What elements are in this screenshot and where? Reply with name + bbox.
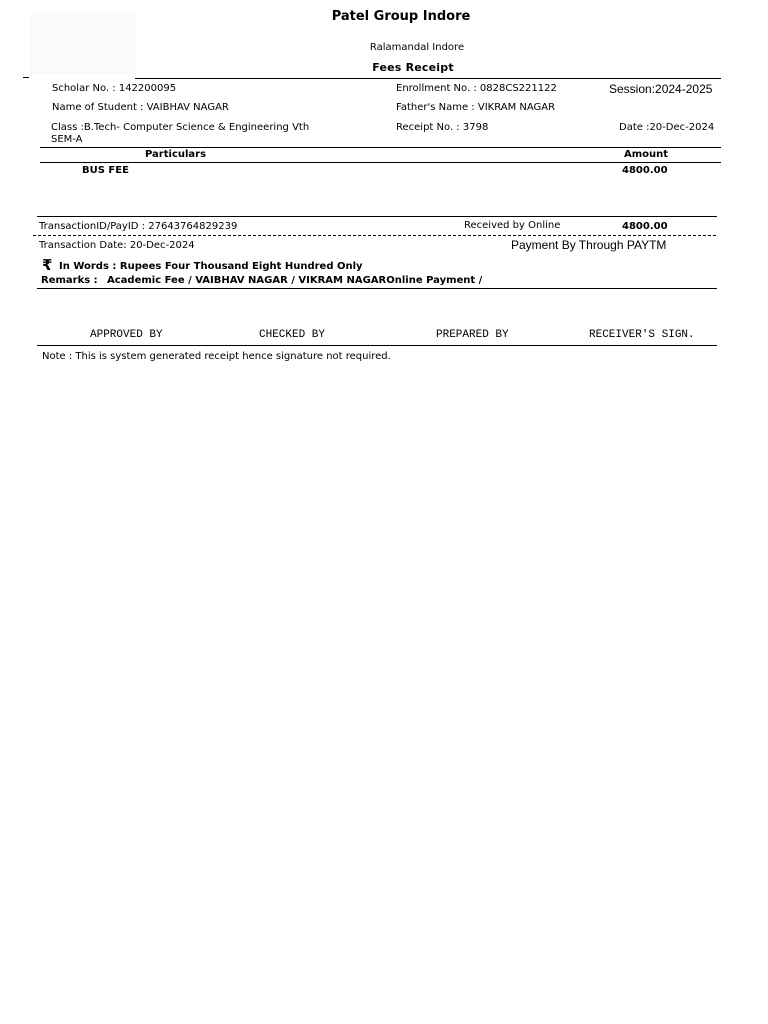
remarks-label: Remarks : xyxy=(41,275,98,286)
header-divider xyxy=(135,78,721,79)
payment-mode: Payment By Through PAYTM xyxy=(511,238,667,252)
table-bottom-border xyxy=(37,216,717,217)
remarks-divider xyxy=(37,288,717,289)
signature-divider xyxy=(37,345,717,346)
receipt-title: Fees Receipt xyxy=(372,61,454,74)
transaction-date: Transaction Date: 20-Dec-2024 xyxy=(39,240,195,251)
remarks-text: Academic Fee / VAIBHAV NAGAR / VIKRAM NAGAROnline Payment / xyxy=(107,275,483,286)
student-name: Name of Student : VAIBHAV NAGAR xyxy=(52,102,229,113)
session: Session:2024-2025 xyxy=(609,82,713,96)
class-line-1: Class :B.Tech- Computer Science & Engineering Vth xyxy=(51,122,310,133)
scholar-no: Scholar No. : 142200095 xyxy=(52,83,177,94)
prepared-by: PREPARED BY xyxy=(436,329,509,341)
rupee-icon: ₹ xyxy=(42,256,53,274)
received-by: Received by Online xyxy=(464,220,561,231)
institution-name: Patel Group Indore xyxy=(331,9,471,24)
approved-by: APPROVED BY xyxy=(90,329,163,341)
margin-tick xyxy=(23,77,29,78)
receipt-no: Receipt No. : 3798 xyxy=(396,122,489,133)
institution-location: Ralamandal Indore xyxy=(369,42,465,53)
system-note: Note : This is system generated receipt hence signature not required. xyxy=(42,351,391,362)
total-amount: 4800.00 xyxy=(622,221,668,232)
col-amount: Amount xyxy=(624,149,669,160)
enrollment-no: Enrollment No. : 0828CS221122 xyxy=(396,83,557,94)
checked-by: CHECKED BY xyxy=(259,329,326,341)
fee-amount: 4800.00 xyxy=(622,165,668,176)
transaction-id: TransactionID/PayID : 27643764829239 xyxy=(39,221,238,232)
table-header-border xyxy=(40,162,721,163)
fee-particular: BUS FEE xyxy=(82,165,129,176)
class-line-2: SEM-A xyxy=(51,134,83,145)
dashed-divider xyxy=(33,235,716,236)
table-top-border xyxy=(40,147,721,148)
receivers-sign: RECEIVER'S SIGN. xyxy=(589,329,695,341)
amount-in-words: In Words : Rupees Four Thousand Eight Hundred Only xyxy=(59,261,363,272)
col-particulars: Particulars xyxy=(145,149,207,160)
father-name: Father's Name : VIKRAM NAGAR xyxy=(396,102,556,113)
receipt-date: Date :20-Dec-2024 xyxy=(619,122,715,133)
